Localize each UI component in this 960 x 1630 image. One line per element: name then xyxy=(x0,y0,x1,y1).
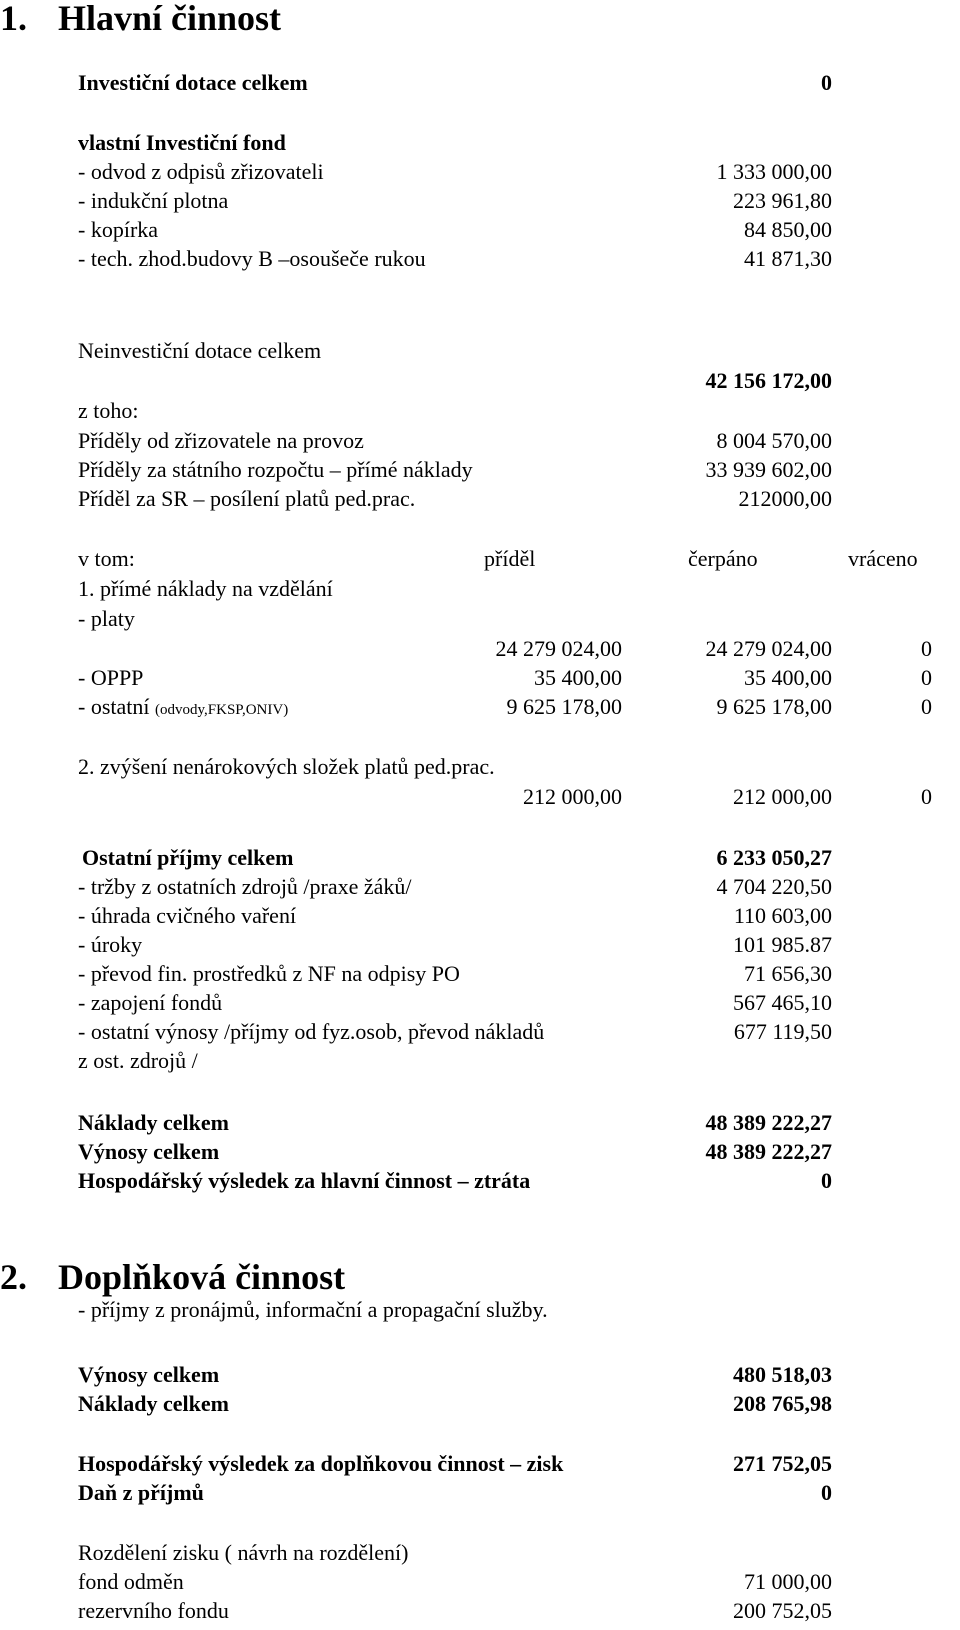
breakdown-group2-label: 2. zvýšení nenárokových složek platů ped.prac. xyxy=(78,754,495,779)
oppp-drawn: 35 400,00 xyxy=(744,665,832,690)
own-fund-heading: vlastní Investiční fond xyxy=(78,130,286,155)
breakdown-other-label: - ostatní xyxy=(78,694,155,719)
main-result-value: 0 xyxy=(821,1168,832,1193)
group2-drawn: 212 000,00 xyxy=(733,784,832,809)
s2-costs-label: Náklady celkem xyxy=(78,1391,229,1416)
s2-costs-value: 208 765,98 xyxy=(733,1391,832,1416)
own-fund-item-value: 1 333 000,00 xyxy=(716,159,832,184)
other-income-item-label: - úhrada cvičného vaření xyxy=(78,903,297,928)
costs-total-value: 48 389 222,27 xyxy=(705,1110,832,1135)
breakdown-label: v tom: xyxy=(78,546,135,571)
noninvest-item-value: 33 939 602,00 xyxy=(705,457,832,482)
oppp-returned: 0 xyxy=(921,665,932,690)
own-fund-item-label: - indukční plotna xyxy=(78,188,229,213)
investment-total-value: 0 xyxy=(821,70,832,95)
own-fund-item-label: - tech. zhod.budovy B –osoušeče rukou xyxy=(78,246,426,271)
other-returned: 0 xyxy=(921,694,932,719)
salaries-allocated: 24 279 024,00 xyxy=(495,636,622,661)
own-fund-item-value: 84 850,00 xyxy=(744,217,832,242)
other-income-item-value: 101 985.87 xyxy=(733,932,832,957)
noninvest-item-label: Příděly od zřizovatele na provoz xyxy=(78,428,364,453)
section1-title: Hlavní činnost xyxy=(58,0,282,38)
other-income-item-value: 677 119,50 xyxy=(733,1019,832,1044)
noninvest-item-value: 8 004 570,00 xyxy=(716,428,832,453)
costs-total-label: Náklady celkem xyxy=(78,1110,229,1135)
other-income-item-value: 110 603,00 xyxy=(733,903,832,928)
s2-result-label: Hospodářský výsledek za doplňkovou činnost – zisk xyxy=(78,1451,564,1476)
other-income-item-value: 4 704 220,50 xyxy=(716,874,832,899)
breakdown-col-returned: vráceno xyxy=(848,546,918,571)
group2-allocated: 212 000,00 xyxy=(523,784,622,809)
other-income-item-label: - tržby z ostatních zdrojů /praxe žáků/ xyxy=(78,874,412,899)
investment-total-label: Investiční dotace celkem xyxy=(78,70,308,95)
revenue-total-label: Výnosy celkem xyxy=(78,1139,220,1164)
s2-revenue-value: 480 518,03 xyxy=(733,1362,832,1387)
other-income-value: 6 233 050,27 xyxy=(716,845,832,870)
other-drawn: 9 625 178,00 xyxy=(716,694,832,719)
s2-distribution-item-value: 200 752,05 xyxy=(733,1598,832,1623)
s2-distribution-item-label: fond odměn xyxy=(78,1569,184,1594)
s2-tax-label: Daň z příjmů xyxy=(78,1480,204,1505)
breakdown-col-drawn: čerpáno xyxy=(688,546,758,571)
breakdown-other-note: (odvody,FKSP,ONIV) xyxy=(155,702,289,718)
oppp-allocated: 35 400,00 xyxy=(534,665,622,690)
other-income-item-label: - úroky xyxy=(78,932,143,957)
main-result-label: Hospodářský výsledek za hlavní činnost – ztráta xyxy=(78,1168,531,1193)
other-income-item-label: - ostatní výnosy /příjmy od fyz.osob, převod nákladů xyxy=(78,1019,545,1044)
other-income-item-value: 567 465,10 xyxy=(733,990,832,1015)
revenue-total-value: 48 389 222,27 xyxy=(705,1139,832,1164)
other-allocated: 9 625 178,00 xyxy=(506,694,622,719)
own-fund-item-value: 223 961,80 xyxy=(733,188,832,213)
section1-number: 1. xyxy=(0,0,27,38)
noninvest-item-label: Příděly za státního rozpočtu – přímé náklady xyxy=(78,457,473,482)
s2-revenue-label: Výnosy celkem xyxy=(78,1362,220,1387)
of-which-label: z toho: xyxy=(78,398,139,423)
noninvest-item-label: Příděl za SR – posílení platů ped.prac. xyxy=(78,486,416,511)
breakdown-salaries-label: - platy xyxy=(78,606,135,631)
other-income-cont: z ost. zdrojů / xyxy=(78,1048,198,1073)
s2-distribution-item-label: rezervního fondu xyxy=(78,1598,229,1623)
own-fund-item-value: 41 871,30 xyxy=(744,246,832,271)
noninvest-total-value: 42 156 172,00 xyxy=(705,368,832,393)
breakdown-oppp-label: - OPPP xyxy=(78,665,144,690)
s2-distribution-label: Rozdělení zisku ( návrh na rozdělení) xyxy=(78,1540,409,1565)
other-income-item-label: - převod fin. prostředků z NF na odpisy PO xyxy=(78,961,460,986)
breakdown-other-label-row xyxy=(78,692,288,725)
own-fund-item-label: - kopírka xyxy=(78,217,159,242)
other-income-item-value: 71 656,30 xyxy=(744,961,832,986)
group2-returned: 0 xyxy=(921,784,932,809)
section2-subtitle: - příjmy z pronájmů, informační a propagační služby. xyxy=(78,1297,548,1322)
noninvest-item-value: 212000,00 xyxy=(738,486,832,511)
noninvest-total-label: Neinvestiční dotace celkem xyxy=(78,338,322,363)
own-fund-item-label: - odvod z odpisů zřizovateli xyxy=(78,159,324,184)
s2-result-value: 271 752,05 xyxy=(733,1451,832,1476)
other-income-label: Ostatní příjmy celkem xyxy=(82,845,294,870)
other-income-item-label: - zapojení fondů xyxy=(78,990,223,1015)
breakdown-col-allocated: příděl xyxy=(484,546,536,571)
section2-title: Doplňková činnost xyxy=(58,1257,346,1297)
salaries-returned: 0 xyxy=(921,636,932,661)
salaries-drawn: 24 279 024,00 xyxy=(705,636,832,661)
s2-distribution-item-value: 71 000,00 xyxy=(744,1569,832,1594)
section2-number: 2. xyxy=(0,1257,27,1297)
s2-tax-value: 0 xyxy=(821,1480,832,1505)
breakdown-group1-label: 1. přímé náklady na vzdělání xyxy=(78,576,333,601)
